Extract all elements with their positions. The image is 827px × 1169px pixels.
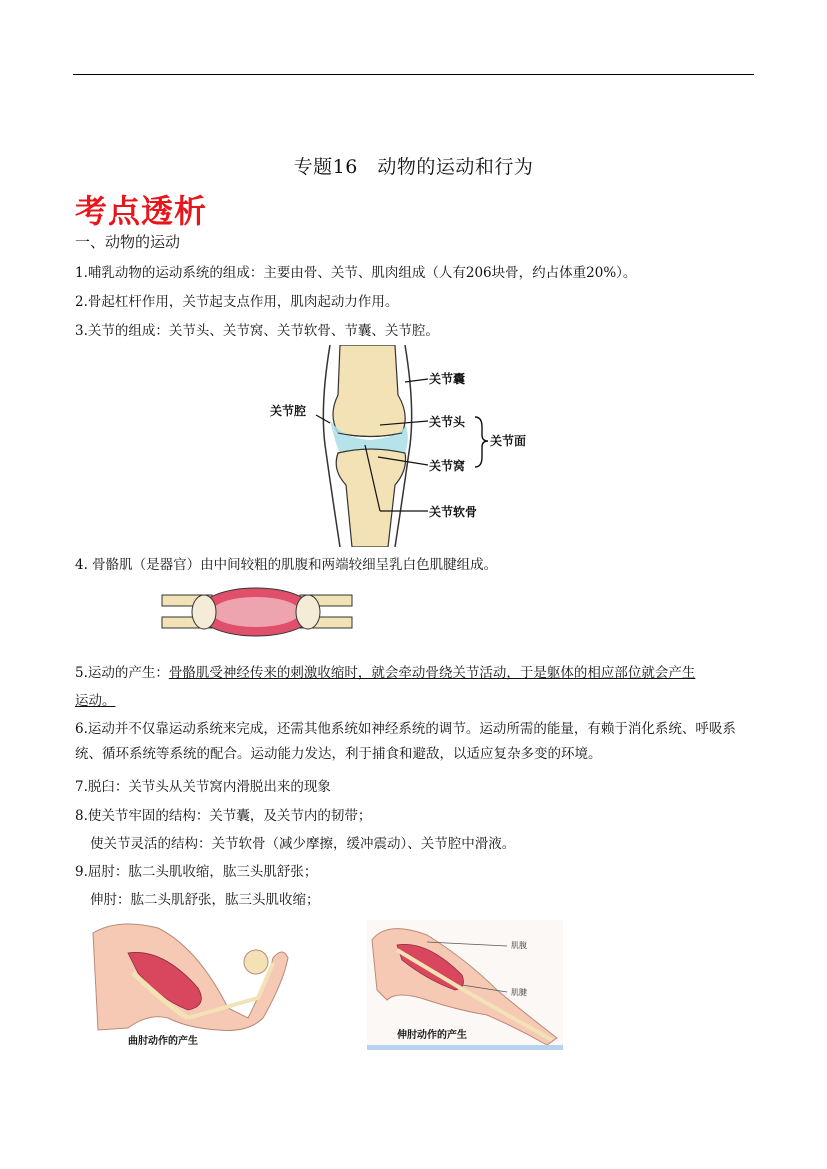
label-cavity: 关节腔 <box>270 404 307 418</box>
item-5: 5.运动的产生：骨骼肌受神经传来的刺激收缩时，就会牵动骨绕关节活动，于是躯体的相应部位就会产生 <box>75 665 696 681</box>
item-1: 1.哺乳动物的运动系统的组成：主要由骨、关节、肌肉组成（人有206块骨，约占体重20%）。 <box>75 265 637 281</box>
label-head: 关节头 <box>429 415 466 429</box>
tendon-right <box>296 595 320 629</box>
flex-arm-diagram <box>88 918 293 1048</box>
item-8a: 8.使关节牢固的结构：关节囊，及关节内的韧带； <box>75 808 372 824</box>
tendon-label: 肌腱 <box>511 988 527 997</box>
flex-caption: 曲肘动作的产生 <box>128 1036 198 1047</box>
item-9a: 9.屈肘：肱二头肌收缩，肱三头肌舒张； <box>75 864 318 880</box>
flex-arm-body <box>93 924 288 1031</box>
header-rule <box>73 74 754 75</box>
item-6: 6.运动并不仅靠运动系统来完成，还需其他系统如神经系统的调节。运动所需的能量，有赖于消化系统、呼吸系统、循环系统等系统的配合。运动能力发达，利于捕食和避敌，以适应复杂多变的环境。 <box>75 721 736 762</box>
tendon-left <box>192 595 216 629</box>
label-socket: 关节窝 <box>429 459 466 473</box>
item-3: 3.关节的组成：关节头、关节窝、关节软骨、节囊、关节腔。 <box>75 323 439 339</box>
femur-shape <box>333 345 405 437</box>
extend-arm-diagram <box>367 920 563 1050</box>
item-9b: 伸肘：肱二头肌舒张，肱三头肌收缩； <box>90 892 320 908</box>
item-2: 2.骨起杠杆作用，关节起支点作用，肌肉起动力作用。 <box>75 294 399 310</box>
item-8b: 使关节灵活的结构：关节软骨（减少摩擦，缓冲震动）、关节腔中滑液。 <box>90 836 516 852</box>
section-banner: 考点透析 <box>75 192 208 230</box>
item-4: 4. 骨骼肌（是器官）由中间较粗的肌腹和两端较细呈乳白色肌腱组成。 <box>75 557 498 573</box>
tibia-shape <box>336 449 405 547</box>
surface-brace <box>475 417 488 467</box>
page-title: 专题16 动物的运动和行为 <box>293 156 534 178</box>
item-7: 7.脱臼：关节头从关节窝内滑脱出来的现象 <box>75 779 331 795</box>
label-surface: 关节面 <box>490 434 527 448</box>
muscle-diagram <box>160 585 355 640</box>
label-cartilage: 关节软骨 <box>429 505 478 519</box>
extend-caption: 伸肘动作的产生 <box>397 1030 467 1041</box>
label-capsule: 关节囊 <box>429 372 466 386</box>
belly-label: 肌腹 <box>511 941 527 950</box>
joint-diagram <box>260 345 540 547</box>
section-heading: 一、动物的运动 <box>75 233 181 251</box>
item-5-cont: 运动。 <box>75 693 116 709</box>
